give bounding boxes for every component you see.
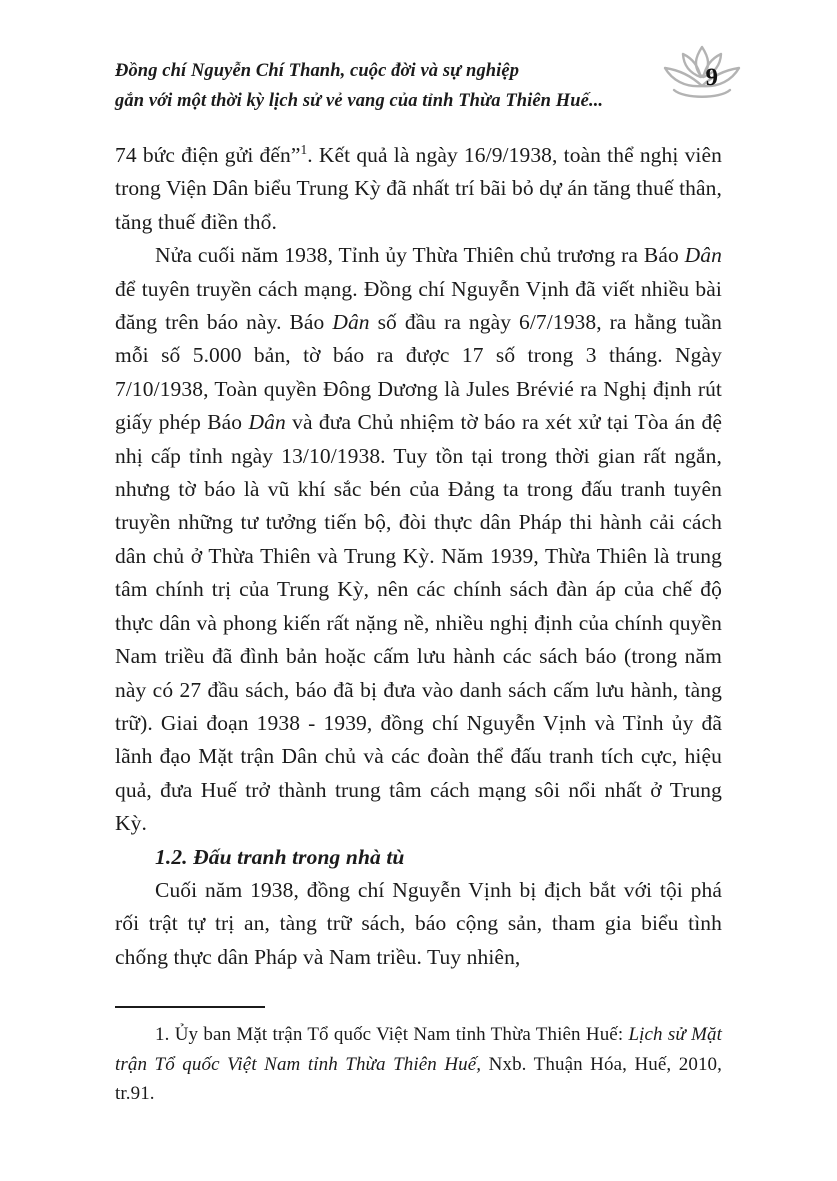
footnote-rule — [115, 1006, 265, 1008]
running-header-line1: Đồng chí Nguyễn Chí Thanh, cuộc đời và sự nghiệp — [115, 61, 520, 81]
paragraph: Nửa cuối năm 1938, Tỉnh ủy Thừa Thiên chủ trương ra Báo Dân để tuyên truyền cách mạng. Đồng chí Nguyễn Vịnh đã viết nhiều bài đăng trên báo này. Báo Dân số đầu ra ngày 6/7/1938, ra hằng tuần mỗi số 5.000 bản, tờ báo ra được 17 số trong 3 tháng. Ngày 7/10/1938, Toàn quyền Đông Dương là Jules Brévié ra Nghị định rút giấy phép Báo Dân và đưa Chủ nhiệm tờ báo ra xét xử tại Tòa án đệ nhị cấp tỉnh ngày 13/10/1938. Tuy tồn tại trong thời gian rất ngắn, nhưng tờ báo là vũ khí sắc bén của Đảng ta trong đấu tranh tuyên truyền những tư tưởng tiến bộ, đòi thực dân Pháp thi hành cải cách dân chủ ở Thừa Thiên và Trung Kỳ. Năm 1939, Thừa Thiên là trung tâm chính trị của Trung Kỳ, nên các chính sách đàn áp của chế độ thực dân và phong kiến rất nặng nề, nhiều nghị định của chính quyền Nam triều đã đình bản hoặc cấm lưu hành các sách báo (trong năm này có 27 đầu sách, báo đã bị đưa vào danh sách cấm lưu hành, tàng trữ). Giai đoạn 1938 - 1939, đồng chí Nguyễn Vịnh và Tỉnh ủy đã lãnh đạo Mặt trận Dân chủ và các đoàn thể đấu tranh tích cực, hiệu quả, đưa Huế trở thành trung tâm cách mạng sôi nổi nhất ở Trung Kỳ. — [115, 243, 723, 836]
paragraph: Cuối năm 1938, đồng chí Nguyễn Vịnh bị địch bắt với tội phá rối trật tự trị an, tàng trữ sách, báo cộng sản, tham gia biểu tình chống thực dân Pháp và Nam triều. Tuy nhiên, — [115, 877, 722, 969]
page-number: 9 — [705, 64, 718, 91]
footnote: 1. Ủy ban Mặt trận Tổ quốc Việt Nam tỉnh Thừa Thiên Huế: Lịch sử Mặt trận Tổ quốc Việt Nam tỉnh Thừa Thiên Huế, Nxb. Thuận Hóa, Huế, 2010, tr.91. — [115, 1024, 722, 1105]
page-corner — [660, 44, 752, 108]
running-header-line2: gắn với một thời kỳ lịch sử vẻ vang của tỉnh Thừa Thiên Huế... — [115, 91, 604, 111]
running-header — [115, 56, 675, 116]
section-heading: 1.2. Đấu tranh trong nhà tù — [155, 844, 405, 869]
paragraph-continuation: 74 bức điện gửi đến”$^1$. Kết quả là ngày 16/9/1938, toàn thể nghị viên trong Viện Dân biểu Trung Kỳ đã nhất trí bãi bỏ dự án tăng thuế thân, tăng thuế điền thổ. — [115, 141, 722, 234]
footnote-block — [115, 1006, 722, 1109]
body-text — [115, 139, 722, 1109]
